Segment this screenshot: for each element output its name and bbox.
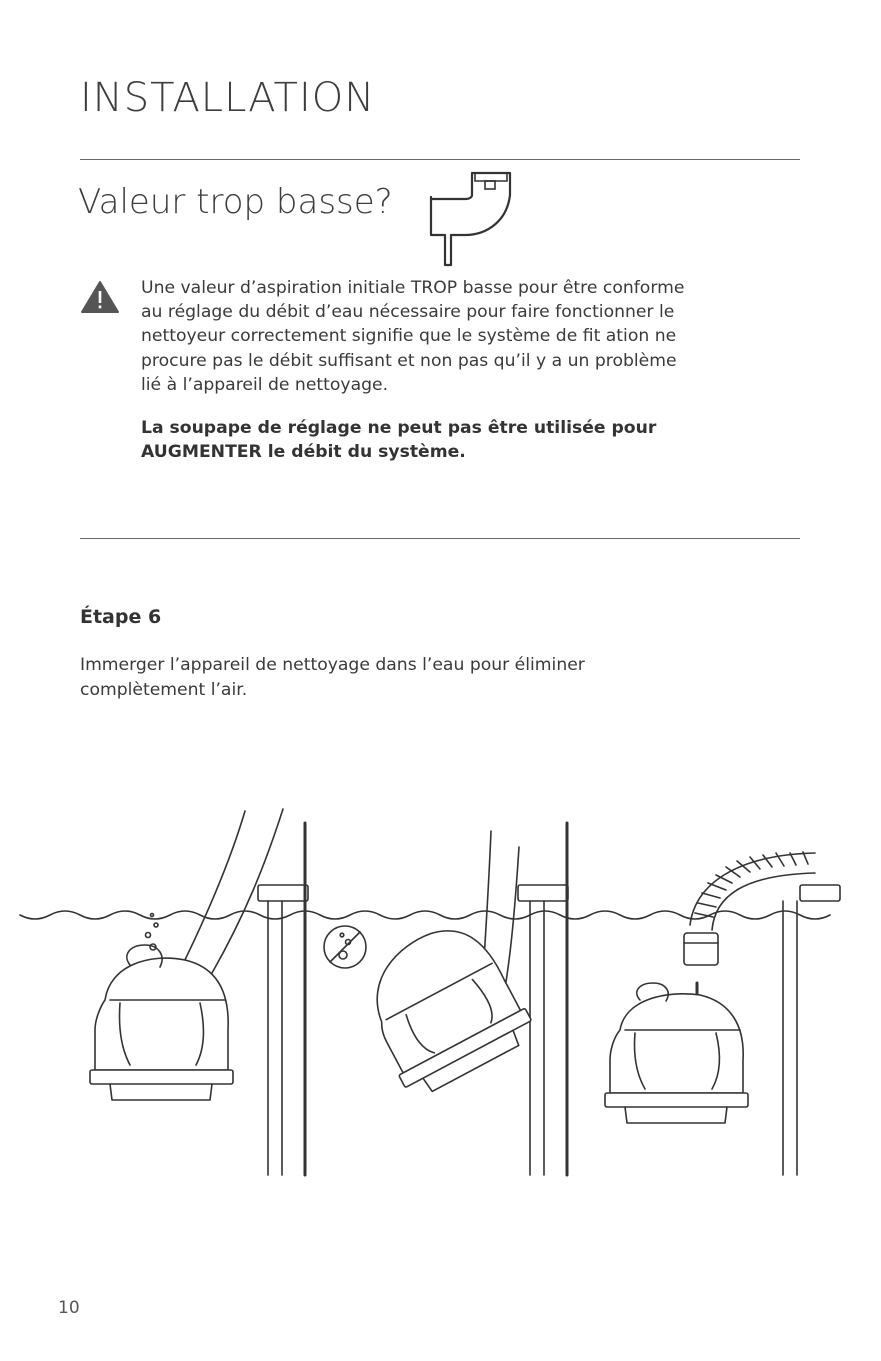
warning-triangle-icon: [80, 280, 120, 314]
panel-2-graphic: [324, 823, 568, 1175]
divider-top: [80, 159, 800, 160]
page-number: 10: [58, 1298, 80, 1318]
cleaner-immersion-illustration: [0, 795, 881, 1185]
step-instructions: Immerger l’appareil de nettoyage dans l’eau pour éliminer complètement l’air.: [80, 655, 585, 700]
warning-bold-note: La soupape de réglage ne peut pas être utilisée pour AUGMENTER le débit du système.: [141, 418, 657, 463]
subheading: Valeur trop basse?: [78, 182, 393, 222]
pipe-fitting-icon: [425, 165, 520, 275]
warning-text: Une valeur d’aspiration initiale TROP basse pour être conforme au réglage du débit d’eau nécessaire pour faire fonctionner le nettoyeur correctement signifie que le système de fit ation ne procure pas le débit suffisant et non pas qu’il y a un problème lié à l’appareil de nettoyage.: [141, 278, 685, 395]
divider-bottom: [80, 538, 800, 539]
panel-1-graphic: [90, 809, 308, 1175]
step-title: Étape 6: [80, 606, 162, 628]
panel-3-graphic: [605, 852, 840, 1175]
section-title: INSTALLATION: [80, 75, 376, 121]
